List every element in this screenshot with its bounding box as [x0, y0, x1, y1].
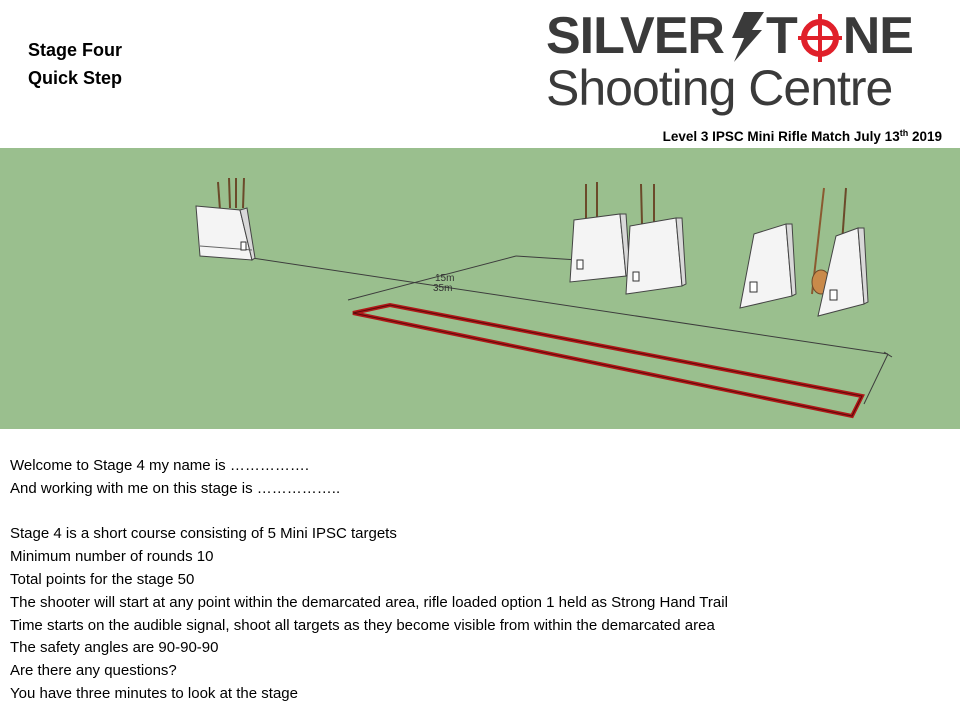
briefing-line: Stage 4 is a short course consisting of 5 Mini IPSC targets: [10, 525, 397, 543]
briefing-line: Time starts on the audible signal, shoot all targets as they become visible from within the demarcated area: [10, 616, 715, 634]
distance-label-15m: 15m: [435, 273, 455, 284]
target-5: [812, 188, 868, 316]
briefing-line: You have three minutes to look at the stage: [10, 684, 298, 702]
match-year: 2019: [908, 129, 942, 144]
briefing-line: And working with me on this stage is ……………..: [10, 479, 341, 497]
lightning-bolt-icon: [724, 8, 766, 64]
briefing-line: [10, 501, 950, 524]
briefing-line: Welcome to Stage 4 my name is …………….: [10, 457, 309, 474]
crosshair-target-icon: [797, 8, 843, 64]
target-2: [570, 182, 630, 282]
stage-diagram: [0, 148, 960, 429]
briefing-line: The shooter will start at any point within the demarcated area, rifle loaded option 1 held as Strong Hand Trail: [10, 593, 728, 611]
stage-briefing: [10, 455, 950, 706]
match-text: Level 3 IPSC Mini Rifle Match July 13: [662, 129, 900, 144]
target-1: [196, 178, 255, 260]
distance-label-35m: 35m: [433, 283, 453, 294]
logo-word-part1: SILVER: [546, 7, 724, 65]
logo-wordmark: [546, 8, 913, 64]
silverstone-logo: [546, 8, 946, 120]
match-superscript: th: [899, 128, 909, 138]
logo-word-part2: T: [765, 7, 797, 65]
stage-name: Quick Step: [28, 68, 123, 88]
match-title: [663, 124, 942, 146]
briefing-line: Total points for the stage 50: [10, 570, 195, 588]
logo-word-part3: NE: [842, 7, 913, 65]
briefing-line: Are there any questions?: [10, 662, 177, 680]
logo-subtitle: Shooting Centre: [546, 60, 893, 116]
briefing-line: Minimum number of rounds 10: [10, 548, 214, 566]
target-3: [626, 184, 686, 294]
stage-number: Stage Four: [28, 40, 123, 60]
stage-diagram-svg: [0, 148, 960, 429]
stage-title: [28, 36, 122, 92]
target-4: [740, 224, 796, 308]
demarcated-area: [353, 305, 862, 416]
briefing-line: The safety angles are 90-90-90: [10, 639, 219, 657]
